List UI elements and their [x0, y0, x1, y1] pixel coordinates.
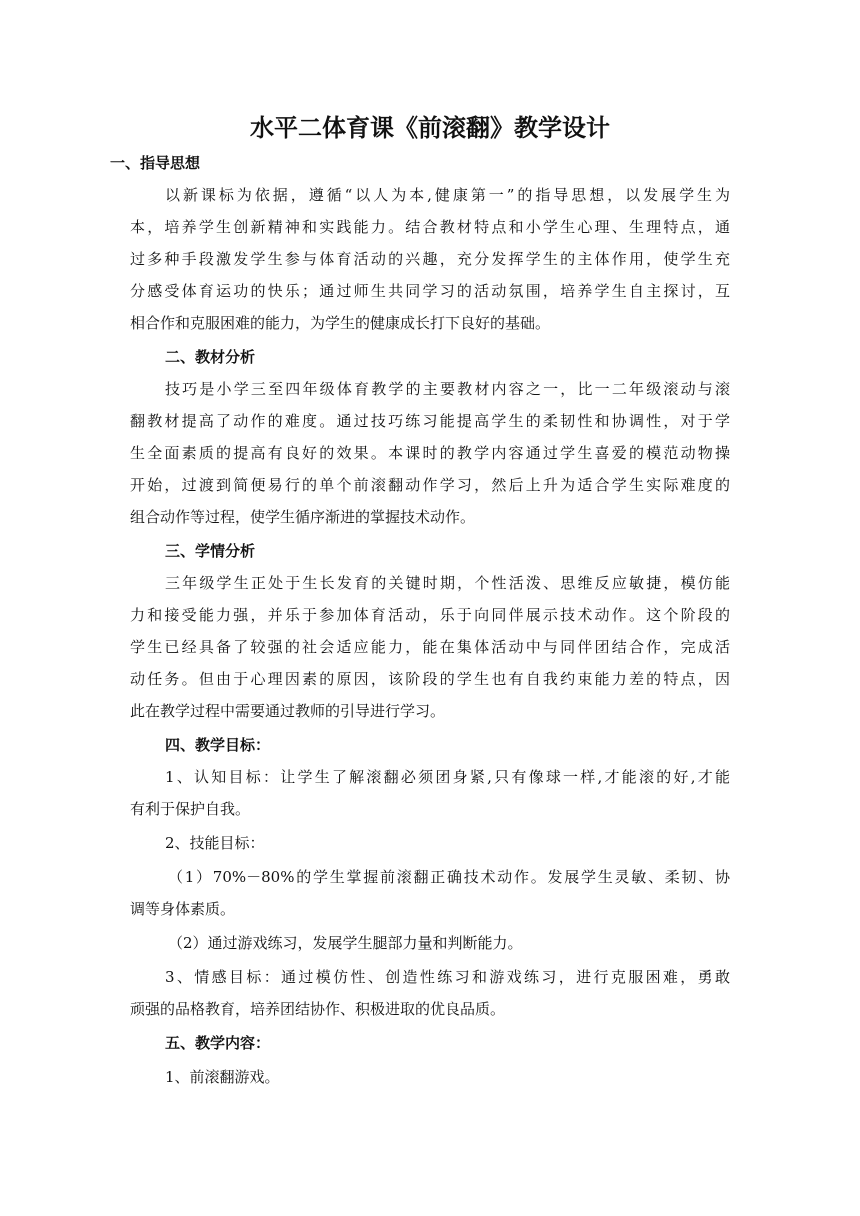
paragraph-line: 学生已经具备了较强的社会适应能力，能在集体活动中与同伴团结合作，完成活 — [130, 638, 730, 656]
paragraph-line: 1、认知目标：让学生了解滚翻必须团身紧,只有像球一样,才能滚的好,才能 — [165, 768, 730, 786]
paragraph-line: 本，培养学生创新精神和实践能力。结合教材特点和小学生心理、生理特点，通 — [130, 218, 730, 236]
paragraph-line: 三年级学生正处于生长发育的关键时期，个性活泼、思维反应敏捷，模仿能 — [165, 574, 730, 592]
section-heading-student-analysis: 三、学情分析 — [165, 542, 256, 560]
document-body — [110, 147, 730, 1093]
paragraph-line: 3、情感目标：通过模仿性、创造性练习和游戏练习，进行克服困难，勇敢 — [165, 968, 730, 986]
paragraph-line: 开始，过渡到简便易行的单个前滚翻动作学习，然后上升为适合学生实际难度的 — [130, 476, 730, 494]
paragraph-line: （1）70%－80%的学生掌握前滚翻正确技术动作。发展学生灵敏、柔韧、协 — [168, 868, 730, 886]
paragraph-line: 过多种手段激发学生参与体育活动的兴趣，充分发挥学生的主体作用，使学生充 — [130, 250, 730, 268]
paragraph-line: 此在教学过程中需要通过教师的引导进行学习。 — [130, 702, 446, 720]
section-heading-teaching-goals: 四、教学目标： — [165, 736, 271, 754]
paragraph-line: 力和接受能力强，并乐于参加体育活动，乐于向同伴展示技术动作。这个阶段的 — [130, 606, 730, 624]
document-title: 水平二体育课《前滚翻》教学设计 — [250, 114, 610, 142]
section-heading-material-analysis: 二、教材分析 — [165, 348, 256, 366]
paragraph-line: 组合动作等过程，使学生循序渐进的掌握技术动作。 — [130, 508, 476, 526]
paragraph-line: 生全面素质的提高有良好的效果。本课时的教学内容通过学生喜爱的模范动物操 — [130, 444, 730, 462]
paragraph-line: （2）通过游戏练习，发展学生腿部力量和判断能力。 — [168, 934, 523, 952]
paragraph-line: 相合作和克服困难的能力，为学生的健康成长打下良好的基础。 — [130, 314, 551, 332]
list-item: 1、前滚翻游戏。 — [165, 1068, 280, 1086]
sub-heading-skill-goals: 2、技能目标： — [165, 834, 265, 852]
paragraph-line: 分感受体育运功的快乐；通过师生共同学习的活动氛围，培养学生自主探讨，互 — [130, 282, 730, 300]
paragraph-line: 技巧是小学三至四年级体育教学的主要教材内容之一，比一二年级滚动与滚 — [165, 380, 730, 398]
paragraph-line: 以新课标为依据，遵循“以人为本,健康第一”的指导思想，以发展学生为 — [165, 186, 730, 204]
paragraph-line: 翻教材提高了动作的难度。通过技巧练习能提高学生的柔韧性和协调性，对于学 — [130, 412, 730, 430]
section-heading-teaching-content: 五、教学内容： — [165, 1034, 271, 1052]
section-heading-guiding-ideology: 一、指导思想 — [110, 154, 201, 172]
paragraph-line: 顽强的品格教育，培养团结协作、积极进取的优良品质。 — [130, 1000, 506, 1018]
paragraph-line: 动任务。但由于心理因素的原因，该阶段的学生也有自我约束能力差的特点，因 — [130, 670, 730, 688]
paragraph-line: 有利于保护自我。 — [130, 800, 251, 818]
paragraph-line: 调等身体素质。 — [130, 900, 236, 918]
